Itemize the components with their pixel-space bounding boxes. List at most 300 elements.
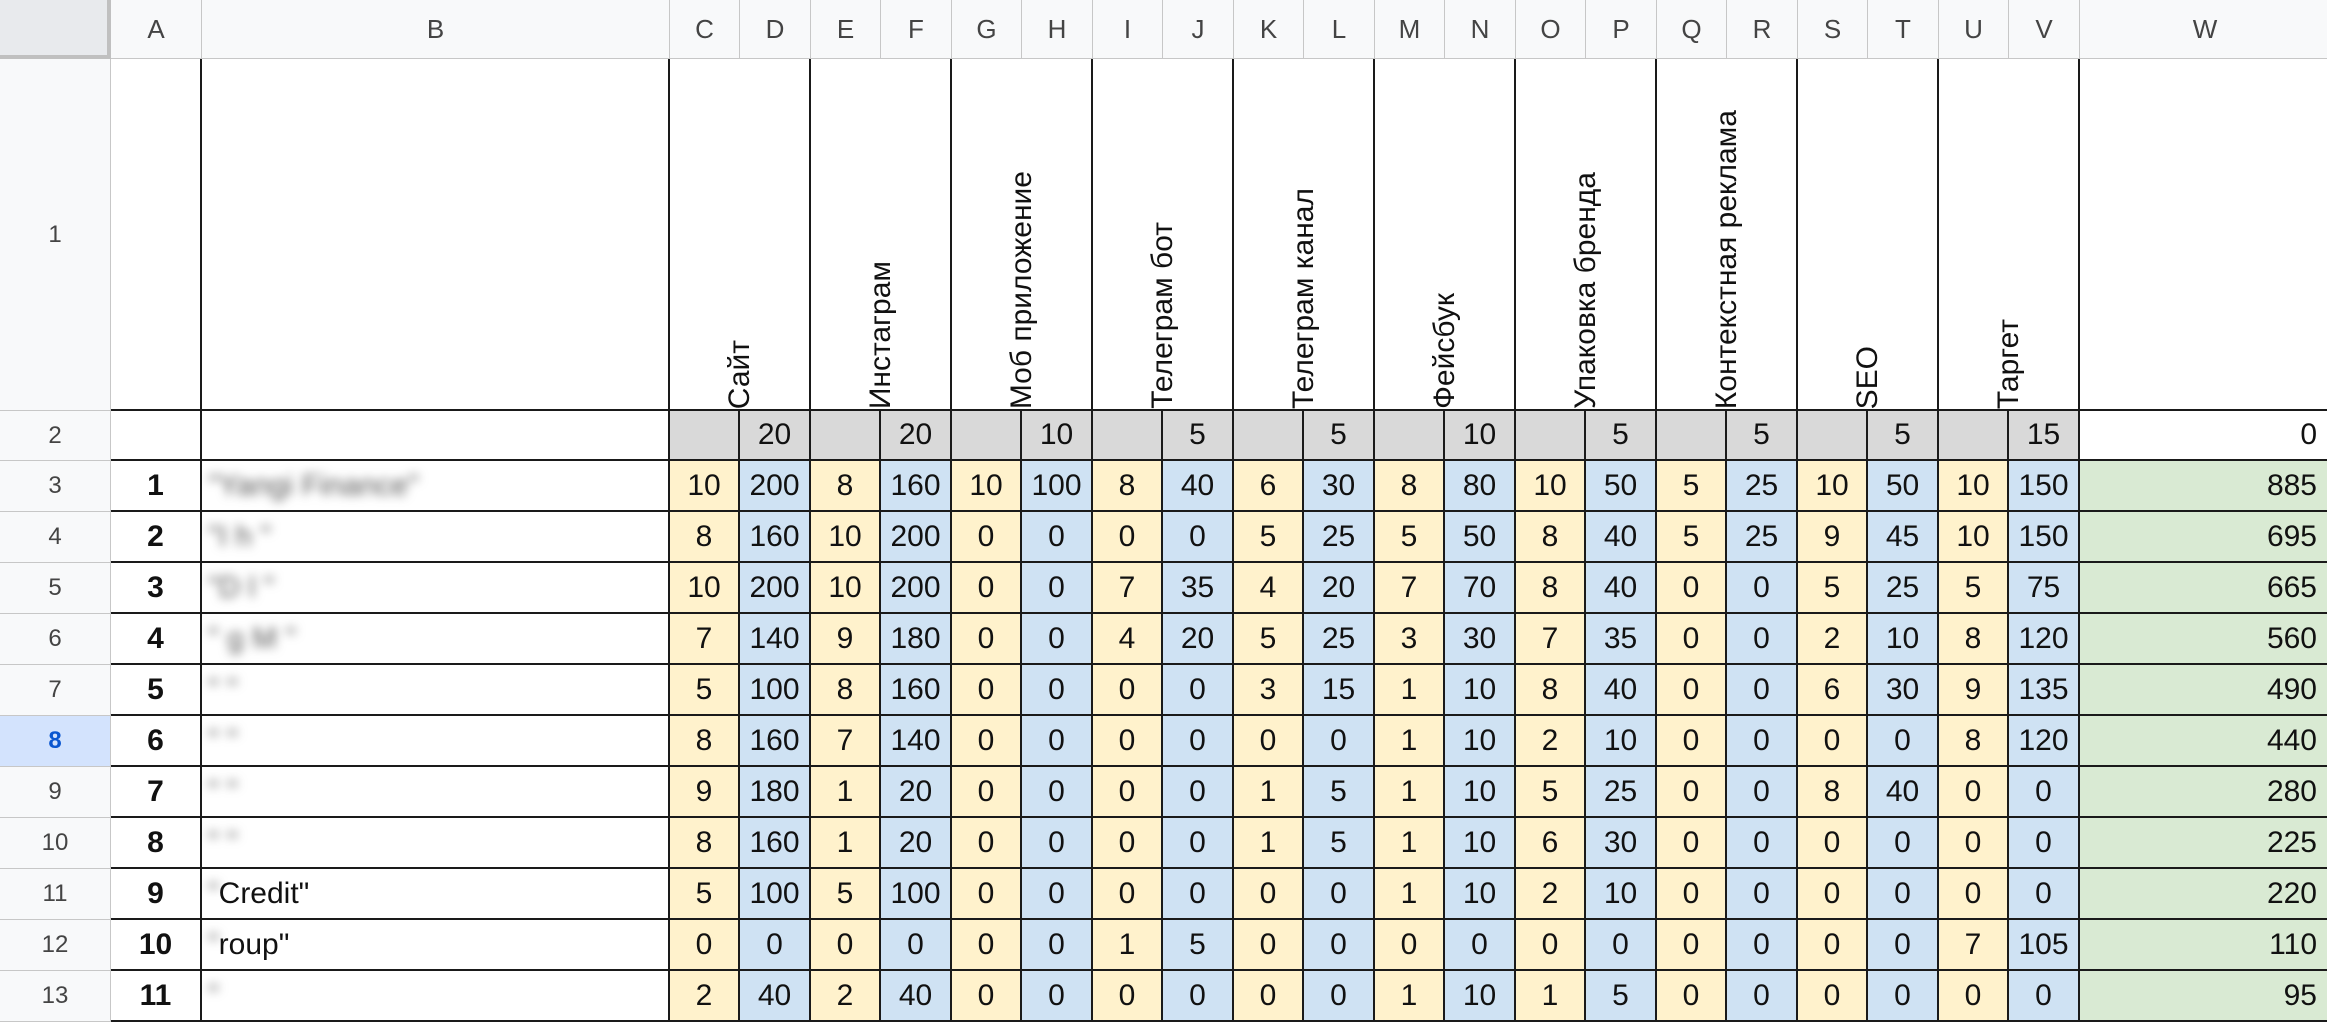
- score-cell[interactable]: 0: [1234, 869, 1304, 920]
- points-cell[interactable]: 160: [881, 461, 952, 512]
- points-cell[interactable]: 160: [881, 665, 952, 716]
- score-cell[interactable]: 8: [1939, 614, 2009, 665]
- weight-cell[interactable]: 15: [2009, 411, 2080, 461]
- score-cell[interactable]: 2: [1516, 716, 1586, 767]
- category-header[interactable]: [670, 59, 811, 411]
- total-cell[interactable]: 440: [2080, 716, 2327, 767]
- column-header-a[interactable]: A: [111, 0, 202, 59]
- company-name-cell[interactable]: [202, 563, 670, 614]
- row-header-8[interactable]: 8: [0, 716, 111, 767]
- score-cell[interactable]: 1: [811, 818, 881, 869]
- points-cell[interactable]: 0: [1163, 665, 1234, 716]
- score-cell[interactable]: 10: [952, 461, 1022, 512]
- column-header-l[interactable]: L: [1304, 0, 1375, 59]
- points-cell[interactable]: 0: [1304, 920, 1375, 971]
- score-cell[interactable]: 5: [670, 665, 740, 716]
- row-header-11[interactable]: 11: [0, 869, 111, 920]
- score-cell[interactable]: 0: [952, 512, 1022, 563]
- points-cell[interactable]: 20: [881, 767, 952, 818]
- weight-cell[interactable]: 20: [881, 411, 952, 461]
- category-header[interactable]: [1093, 59, 1234, 411]
- score-cell[interactable]: 0: [1939, 869, 2009, 920]
- score-cell[interactable]: 10: [670, 563, 740, 614]
- score-cell[interactable]: 9: [1798, 512, 1868, 563]
- column-header-o[interactable]: O: [1516, 0, 1586, 59]
- points-cell[interactable]: 0: [1022, 665, 1093, 716]
- score-cell[interactable]: 0: [670, 920, 740, 971]
- points-cell[interactable]: 160: [740, 512, 811, 563]
- row-header-6[interactable]: 6: [0, 614, 111, 665]
- score-cell[interactable]: 5: [1798, 563, 1868, 614]
- column-header-e[interactable]: E: [811, 0, 881, 59]
- points-cell[interactable]: 10: [1445, 767, 1516, 818]
- score-cell[interactable]: 0: [1657, 818, 1727, 869]
- points-cell[interactable]: 0: [1727, 818, 1798, 869]
- points-cell[interactable]: 0: [1022, 614, 1093, 665]
- score-cell[interactable]: 0: [1798, 818, 1868, 869]
- score-cell[interactable]: 9: [670, 767, 740, 818]
- points-cell[interactable]: 25: [1727, 512, 1798, 563]
- row-header-10[interactable]: 10: [0, 818, 111, 869]
- points-cell[interactable]: 160: [740, 716, 811, 767]
- score-cell[interactable]: 0: [1093, 512, 1163, 563]
- row-header-1[interactable]: 1: [0, 59, 111, 411]
- points-cell[interactable]: 25: [1586, 767, 1657, 818]
- score-cell[interactable]: 8: [1798, 767, 1868, 818]
- score-cell[interactable]: 0: [1093, 767, 1163, 818]
- total-cell[interactable]: 695: [2080, 512, 2327, 563]
- score-cell[interactable]: 0: [952, 665, 1022, 716]
- company-name-cell[interactable]: [202, 614, 670, 665]
- score-cell[interactable]: 8: [1939, 716, 2009, 767]
- points-cell[interactable]: 10: [1445, 665, 1516, 716]
- category-header[interactable]: [952, 59, 1093, 411]
- score-cell[interactable]: 1: [1375, 869, 1445, 920]
- score-cell[interactable]: 5: [1657, 461, 1727, 512]
- rank-cell[interactable]: 2: [111, 512, 202, 563]
- points-cell[interactable]: 200: [740, 563, 811, 614]
- points-cell[interactable]: 35: [1586, 614, 1657, 665]
- score-cell[interactable]: 0: [1093, 665, 1163, 716]
- points-cell[interactable]: 180: [740, 767, 811, 818]
- points-cell[interactable]: 40: [1163, 461, 1234, 512]
- category-header[interactable]: [1234, 59, 1375, 411]
- column-header-u[interactable]: U: [1939, 0, 2009, 59]
- score-cell[interactable]: 0: [952, 869, 1022, 920]
- points-cell[interactable]: 0: [1022, 869, 1093, 920]
- points-cell[interactable]: 0: [1022, 563, 1093, 614]
- points-cell[interactable]: 30: [1304, 461, 1375, 512]
- weight-blank-cell[interactable]: [811, 411, 881, 461]
- score-cell[interactable]: 4: [1093, 614, 1163, 665]
- total-cell[interactable]: 490: [2080, 665, 2327, 716]
- score-cell[interactable]: 0: [1093, 869, 1163, 920]
- points-cell[interactable]: 0: [1304, 971, 1375, 1022]
- score-cell[interactable]: 0: [1657, 869, 1727, 920]
- row-header-2[interactable]: 2: [0, 411, 111, 461]
- points-cell[interactable]: 120: [2009, 614, 2080, 665]
- column-header-r[interactable]: R: [1727, 0, 1798, 59]
- score-cell[interactable]: 0: [952, 920, 1022, 971]
- score-cell[interactable]: 8: [670, 818, 740, 869]
- points-cell[interactable]: 10: [1586, 716, 1657, 767]
- cell-w1[interactable]: [2080, 59, 2327, 411]
- column-header-t[interactable]: T: [1868, 0, 1939, 59]
- points-cell[interactable]: 100: [881, 869, 952, 920]
- row-header-3[interactable]: 3: [0, 461, 111, 512]
- score-cell[interactable]: 0: [1093, 971, 1163, 1022]
- points-cell[interactable]: 20: [1163, 614, 1234, 665]
- points-cell[interactable]: 0: [1022, 971, 1093, 1022]
- column-header-v[interactable]: V: [2009, 0, 2080, 59]
- points-cell[interactable]: 5: [1304, 767, 1375, 818]
- score-cell[interactable]: 1: [1375, 818, 1445, 869]
- score-cell[interactable]: 6: [1798, 665, 1868, 716]
- rank-cell[interactable]: 7: [111, 767, 202, 818]
- row-header-7[interactable]: 7: [0, 665, 111, 716]
- score-cell[interactable]: 5: [1234, 614, 1304, 665]
- rank-cell[interactable]: 9: [111, 869, 202, 920]
- company-name-cell[interactable]: [202, 767, 670, 818]
- column-header-w[interactable]: W: [2080, 0, 2327, 59]
- score-cell[interactable]: 0: [1657, 614, 1727, 665]
- score-cell[interactable]: 2: [811, 971, 881, 1022]
- score-cell[interactable]: 0: [1657, 920, 1727, 971]
- points-cell[interactable]: 30: [1868, 665, 1939, 716]
- points-cell[interactable]: 0: [1868, 920, 1939, 971]
- rank-cell[interactable]: 3: [111, 563, 202, 614]
- points-cell[interactable]: 140: [881, 716, 952, 767]
- column-header-g[interactable]: G: [952, 0, 1022, 59]
- score-cell[interactable]: 10: [670, 461, 740, 512]
- points-cell[interactable]: 0: [2009, 767, 2080, 818]
- score-cell[interactable]: 8: [811, 461, 881, 512]
- rank-cell[interactable]: 1: [111, 461, 202, 512]
- cell-b2[interactable]: [202, 411, 670, 461]
- points-cell[interactable]: 0: [1586, 920, 1657, 971]
- points-cell[interactable]: 25: [1868, 563, 1939, 614]
- score-cell[interactable]: 0: [952, 767, 1022, 818]
- points-cell[interactable]: 0: [1868, 818, 1939, 869]
- company-name-cell[interactable]: [202, 920, 670, 971]
- score-cell[interactable]: 5: [1234, 512, 1304, 563]
- points-cell[interactable]: 0: [2009, 869, 2080, 920]
- weight-blank-cell[interactable]: [1516, 411, 1586, 461]
- score-cell[interactable]: 0: [811, 920, 881, 971]
- score-cell[interactable]: 5: [1939, 563, 2009, 614]
- score-cell[interactable]: 0: [1234, 971, 1304, 1022]
- row-header-5[interactable]: 5: [0, 563, 111, 614]
- weight-blank-cell[interactable]: [1375, 411, 1445, 461]
- points-cell[interactable]: 10: [1445, 716, 1516, 767]
- points-cell[interactable]: 0: [1022, 716, 1093, 767]
- cell-b1[interactable]: [202, 59, 670, 411]
- points-cell[interactable]: 0: [1163, 716, 1234, 767]
- column-header-m[interactable]: M: [1375, 0, 1445, 59]
- score-cell[interactable]: 1: [811, 767, 881, 818]
- score-cell[interactable]: 1: [1375, 665, 1445, 716]
- score-cell[interactable]: 10: [1798, 461, 1868, 512]
- points-cell[interactable]: 20: [881, 818, 952, 869]
- points-cell[interactable]: 75: [2009, 563, 2080, 614]
- column-header-c[interactable]: C: [670, 0, 740, 59]
- score-cell[interactable]: 3: [1234, 665, 1304, 716]
- weight-cell[interactable]: 5: [1868, 411, 1939, 461]
- score-cell[interactable]: 7: [1516, 614, 1586, 665]
- points-cell[interactable]: 10: [1445, 971, 1516, 1022]
- score-cell[interactable]: 8: [1516, 512, 1586, 563]
- rank-cell[interactable]: 6: [111, 716, 202, 767]
- column-header-n[interactable]: N: [1445, 0, 1516, 59]
- total-cell[interactable]: 95: [2080, 971, 2327, 1022]
- points-cell[interactable]: 0: [1022, 818, 1093, 869]
- points-cell[interactable]: 0: [1022, 920, 1093, 971]
- points-cell[interactable]: 25: [1304, 614, 1375, 665]
- company-name-cell[interactable]: [202, 869, 670, 920]
- points-cell[interactable]: 15: [1304, 665, 1375, 716]
- points-cell[interactable]: 40: [881, 971, 952, 1022]
- weight-blank-cell[interactable]: [1798, 411, 1868, 461]
- score-cell[interactable]: 1: [1234, 767, 1304, 818]
- score-cell[interactable]: 0: [1657, 665, 1727, 716]
- points-cell[interactable]: 100: [740, 665, 811, 716]
- rank-cell[interactable]: 5: [111, 665, 202, 716]
- score-cell[interactable]: 9: [1939, 665, 2009, 716]
- column-header-p[interactable]: P: [1586, 0, 1657, 59]
- score-cell[interactable]: 0: [1798, 869, 1868, 920]
- score-cell[interactable]: 1: [1375, 971, 1445, 1022]
- score-cell[interactable]: 1: [1234, 818, 1304, 869]
- column-header-b[interactable]: B: [202, 0, 670, 59]
- score-cell[interactable]: 0: [1657, 563, 1727, 614]
- column-header-s[interactable]: S: [1798, 0, 1868, 59]
- total-cell[interactable]: 225: [2080, 818, 2327, 869]
- points-cell[interactable]: 10: [1586, 869, 1657, 920]
- points-cell[interactable]: 20: [1304, 563, 1375, 614]
- points-cell[interactable]: 0: [1727, 563, 1798, 614]
- score-cell[interactable]: 4: [1234, 563, 1304, 614]
- score-cell[interactable]: 0: [1798, 716, 1868, 767]
- score-cell[interactable]: 1: [1093, 920, 1163, 971]
- column-header-h[interactable]: H: [1022, 0, 1093, 59]
- points-cell[interactable]: 0: [1022, 512, 1093, 563]
- column-header-d[interactable]: D: [740, 0, 811, 59]
- weight-blank-cell[interactable]: [670, 411, 740, 461]
- points-cell[interactable]: 0: [1022, 767, 1093, 818]
- row-header-13[interactable]: 13: [0, 971, 111, 1022]
- score-cell[interactable]: 10: [1516, 461, 1586, 512]
- points-cell[interactable]: 10: [1445, 869, 1516, 920]
- row-header-9[interactable]: 9: [0, 767, 111, 818]
- category-header[interactable]: [1375, 59, 1516, 411]
- points-cell[interactable]: 120: [2009, 716, 2080, 767]
- points-cell[interactable]: 50: [1868, 461, 1939, 512]
- points-cell[interactable]: 10: [1868, 614, 1939, 665]
- score-cell[interactable]: 0: [1939, 767, 2009, 818]
- score-cell[interactable]: 6: [1516, 818, 1586, 869]
- score-cell[interactable]: 8: [811, 665, 881, 716]
- points-cell[interactable]: 5: [1304, 818, 1375, 869]
- total-cell[interactable]: 665: [2080, 563, 2327, 614]
- score-cell[interactable]: 0: [1657, 716, 1727, 767]
- points-cell[interactable]: 0: [1727, 614, 1798, 665]
- company-name-cell[interactable]: [202, 461, 670, 512]
- points-cell[interactable]: 0: [2009, 818, 2080, 869]
- points-cell[interactable]: 0: [1868, 869, 1939, 920]
- score-cell[interactable]: 0: [952, 971, 1022, 1022]
- rank-cell[interactable]: 11: [111, 971, 202, 1022]
- score-cell[interactable]: 0: [1657, 767, 1727, 818]
- score-cell[interactable]: 5: [1375, 512, 1445, 563]
- score-cell[interactable]: 0: [1234, 920, 1304, 971]
- total-cell[interactable]: 560: [2080, 614, 2327, 665]
- weight-blank-cell[interactable]: [1657, 411, 1727, 461]
- points-cell[interactable]: 0: [1727, 665, 1798, 716]
- total-cell[interactable]: 220: [2080, 869, 2327, 920]
- total-cell[interactable]: 110: [2080, 920, 2327, 971]
- points-cell[interactable]: 0: [1868, 971, 1939, 1022]
- row-header-4[interactable]: 4: [0, 512, 111, 563]
- points-cell[interactable]: 0: [1163, 818, 1234, 869]
- points-cell[interactable]: 50: [1445, 512, 1516, 563]
- score-cell[interactable]: 7: [811, 716, 881, 767]
- company-name-cell[interactable]: [202, 818, 670, 869]
- points-cell[interactable]: 0: [1445, 920, 1516, 971]
- points-cell[interactable]: 0: [1163, 512, 1234, 563]
- score-cell[interactable]: 8: [670, 716, 740, 767]
- score-cell[interactable]: 0: [952, 614, 1022, 665]
- score-cell[interactable]: 8: [1093, 461, 1163, 512]
- select-all-corner[interactable]: [0, 0, 111, 59]
- company-name-cell[interactable]: [202, 512, 670, 563]
- score-cell[interactable]: 10: [811, 512, 881, 563]
- points-cell[interactable]: 150: [2009, 512, 2080, 563]
- row-header-12[interactable]: 12: [0, 920, 111, 971]
- score-cell[interactable]: 10: [1939, 512, 2009, 563]
- points-cell[interactable]: 40: [1586, 512, 1657, 563]
- points-cell[interactable]: 140: [740, 614, 811, 665]
- score-cell[interactable]: 0: [1093, 818, 1163, 869]
- company-name-cell[interactable]: [202, 716, 670, 767]
- points-cell[interactable]: 0: [1304, 869, 1375, 920]
- score-cell[interactable]: 0: [1657, 971, 1727, 1022]
- points-cell[interactable]: 0: [1304, 716, 1375, 767]
- column-header-j[interactable]: J: [1163, 0, 1234, 59]
- points-cell[interactable]: 200: [881, 512, 952, 563]
- score-cell[interactable]: 7: [1093, 563, 1163, 614]
- weight-blank-cell[interactable]: [1234, 411, 1304, 461]
- category-header[interactable]: [1516, 59, 1657, 411]
- score-cell[interactable]: 8: [670, 512, 740, 563]
- score-cell[interactable]: 0: [952, 563, 1022, 614]
- cell-a2[interactable]: [111, 411, 202, 461]
- score-cell[interactable]: 0: [1375, 920, 1445, 971]
- weight-blank-cell[interactable]: [1093, 411, 1163, 461]
- score-cell[interactable]: 0: [952, 818, 1022, 869]
- total-cell[interactable]: 885: [2080, 461, 2327, 512]
- rank-cell[interactable]: 10: [111, 920, 202, 971]
- points-cell[interactable]: 30: [1445, 614, 1516, 665]
- score-cell[interactable]: 3: [1375, 614, 1445, 665]
- weight-cell[interactable]: 5: [1163, 411, 1234, 461]
- points-cell[interactable]: 0: [881, 920, 952, 971]
- score-cell[interactable]: 0: [1939, 971, 2009, 1022]
- points-cell[interactable]: 0: [1163, 767, 1234, 818]
- column-header-k[interactable]: K: [1234, 0, 1304, 59]
- score-cell[interactable]: 5: [1516, 767, 1586, 818]
- points-cell[interactable]: 160: [740, 818, 811, 869]
- score-cell[interactable]: 0: [1234, 716, 1304, 767]
- points-cell[interactable]: 0: [740, 920, 811, 971]
- points-cell[interactable]: 50: [1586, 461, 1657, 512]
- points-cell[interactable]: 5: [1586, 971, 1657, 1022]
- points-cell[interactable]: 30: [1586, 818, 1657, 869]
- points-cell[interactable]: 200: [881, 563, 952, 614]
- score-cell[interactable]: 0: [1798, 971, 1868, 1022]
- weight-cell[interactable]: 10: [1022, 411, 1093, 461]
- score-cell[interactable]: 10: [1939, 461, 2009, 512]
- points-cell[interactable]: 0: [2009, 971, 2080, 1022]
- column-header-q[interactable]: Q: [1657, 0, 1727, 59]
- points-cell[interactable]: 40: [1586, 665, 1657, 716]
- points-cell[interactable]: 40: [1586, 563, 1657, 614]
- points-cell[interactable]: 0: [1727, 716, 1798, 767]
- weight-cell[interactable]: 5: [1586, 411, 1657, 461]
- category-header[interactable]: [1939, 59, 2080, 411]
- column-header-f[interactable]: F: [881, 0, 952, 59]
- score-cell[interactable]: 2: [1516, 869, 1586, 920]
- points-cell[interactable]: 0: [1727, 971, 1798, 1022]
- weight-cell[interactable]: 5: [1304, 411, 1375, 461]
- score-cell[interactable]: 1: [1375, 767, 1445, 818]
- points-cell[interactable]: 135: [2009, 665, 2080, 716]
- points-cell[interactable]: 150: [2009, 461, 2080, 512]
- points-cell[interactable]: 0: [1163, 869, 1234, 920]
- score-cell[interactable]: 8: [1516, 563, 1586, 614]
- points-cell[interactable]: 10: [1445, 818, 1516, 869]
- score-cell[interactable]: 0: [952, 716, 1022, 767]
- score-cell[interactable]: 8: [1375, 461, 1445, 512]
- score-cell[interactable]: 6: [1234, 461, 1304, 512]
- score-cell[interactable]: 8: [1516, 665, 1586, 716]
- points-cell[interactable]: 45: [1868, 512, 1939, 563]
- score-cell[interactable]: 1: [1375, 716, 1445, 767]
- points-cell[interactable]: 200: [740, 461, 811, 512]
- points-cell[interactable]: 0: [1727, 869, 1798, 920]
- weight-cell[interactable]: 20: [740, 411, 811, 461]
- points-cell[interactable]: 0: [1727, 767, 1798, 818]
- score-cell[interactable]: 0: [1516, 920, 1586, 971]
- points-cell[interactable]: 100: [740, 869, 811, 920]
- weight-cell[interactable]: 10: [1445, 411, 1516, 461]
- score-cell[interactable]: 7: [670, 614, 740, 665]
- points-cell[interactable]: 25: [1727, 461, 1798, 512]
- weight-cell[interactable]: 5: [1727, 411, 1798, 461]
- column-header-i[interactable]: I: [1093, 0, 1163, 59]
- points-cell[interactable]: 100: [1022, 461, 1093, 512]
- score-cell[interactable]: 5: [670, 869, 740, 920]
- rank-cell[interactable]: 8: [111, 818, 202, 869]
- total-cell[interactable]: 280: [2080, 767, 2327, 818]
- points-cell[interactable]: 40: [1868, 767, 1939, 818]
- score-cell[interactable]: 5: [811, 869, 881, 920]
- score-cell[interactable]: 0: [1093, 716, 1163, 767]
- weight-blank-cell[interactable]: [952, 411, 1022, 461]
- score-cell[interactable]: 5: [1657, 512, 1727, 563]
- score-cell[interactable]: 7: [1939, 920, 2009, 971]
- cell-a1[interactable]: [111, 59, 202, 411]
- rank-cell[interactable]: 4: [111, 614, 202, 665]
